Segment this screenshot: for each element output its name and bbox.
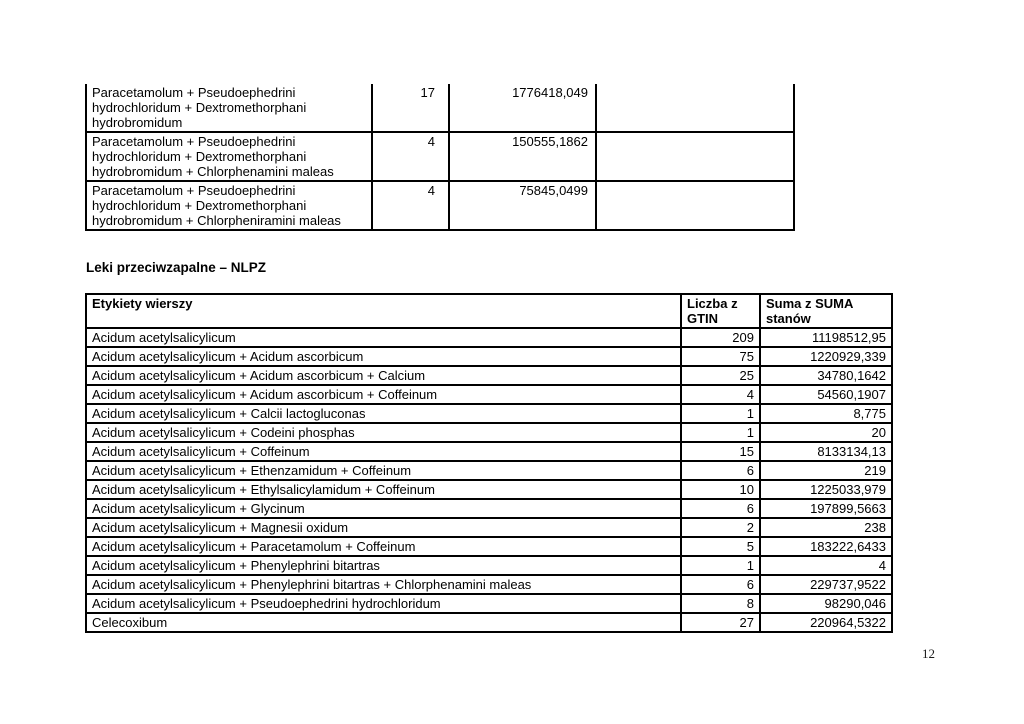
gtin-count-cell: 4 — [372, 181, 449, 230]
gtin-count-cell: 6 — [681, 575, 760, 594]
sum-cell: 11198512,95 — [760, 328, 892, 347]
gtin-count-cell: 6 — [681, 461, 760, 480]
sum-cell: 8,775 — [760, 404, 892, 423]
table-row — [86, 575, 892, 594]
sum-cell: 20 — [760, 423, 892, 442]
row-label-cell: Acidum acetylsalicylicum + Phenylephrini bitartras + Chlorphenamini maleas — [86, 575, 681, 594]
sum-cell: 183222,6433 — [760, 537, 892, 556]
sum-cell: 219 — [760, 461, 892, 480]
table-row — [86, 556, 892, 575]
table-row — [86, 594, 892, 613]
table-row — [86, 404, 892, 423]
gtin-count-cell: 75 — [681, 347, 760, 366]
empty-cell — [596, 181, 794, 230]
row-label-cell: Acidum acetylsalicylicum + Paracetamolum + Coffeinum — [86, 537, 681, 556]
row-label-cell: Paracetamolum + Pseudoephedrini hydrochloridum + Dextromethorphani hydrobromidum + Chlorpheniramini maleas — [86, 181, 372, 230]
sum-cell: 98290,046 — [760, 594, 892, 613]
sum-cell: 150555,1862 — [449, 132, 596, 181]
sum-cell: 1220929,339 — [760, 347, 892, 366]
row-label-cell: Acidum acetylsalicylicum + Calcii lactogluconas — [86, 404, 681, 423]
gtin-count-cell: 25 — [681, 366, 760, 385]
paracetamolum-continuation-table — [85, 84, 795, 231]
empty-cell — [596, 84, 794, 132]
row-label-cell: Paracetamolum + Pseudoephedrini hydrochloridum + Dextromethorphani hydrobromidum + Chlorphenamini maleas — [86, 132, 372, 181]
gtin-count-cell: 8 — [681, 594, 760, 613]
table-row — [86, 328, 892, 347]
sum-cell: 8133134,13 — [760, 442, 892, 461]
row-label-cell: Acidum acetylsalicylicum + Magnesii oxidum — [86, 518, 681, 537]
row-label-cell: Acidum acetylsalicylicum + Codeini phosphas — [86, 423, 681, 442]
gtin-count-cell: 1 — [681, 423, 760, 442]
table-row — [86, 499, 892, 518]
sum-cell: 54560,1907 — [760, 385, 892, 404]
row-label-cell: Acidum acetylsalicylicum + Ethylsalicylamidum + Coffeinum — [86, 480, 681, 499]
empty-cell — [596, 132, 794, 181]
row-label-cell: Acidum acetylsalicylicum + Glycinum — [86, 499, 681, 518]
sum-cell: 197899,5663 — [760, 499, 892, 518]
table-row — [86, 366, 892, 385]
gtin-count-cell: 17 — [372, 84, 449, 132]
row-label-cell: Celecoxibum — [86, 613, 681, 632]
column-header-row-labels: Etykiety wierszy — [86, 294, 681, 328]
gtin-count-cell: 5 — [681, 537, 760, 556]
gtin-count-cell: 27 — [681, 613, 760, 632]
table-row — [86, 423, 892, 442]
row-label-cell: Acidum acetylsalicylicum — [86, 328, 681, 347]
page-number: 12 — [922, 646, 935, 661]
row-label-cell: Acidum acetylsalicylicum + Pseudoephedrini hydrochloridum — [86, 594, 681, 613]
gtin-count-cell: 209 — [681, 328, 760, 347]
sum-cell: 1225033,979 — [760, 480, 892, 499]
row-label-cell: Acidum acetylsalicylicum + Acidum ascorbicum — [86, 347, 681, 366]
gtin-count-cell: 4 — [372, 132, 449, 181]
row-label-cell: Acidum acetylsalicylicum + Ethenzamidum + Coffeinum — [86, 461, 681, 480]
table-row — [86, 480, 892, 499]
gtin-count-cell: 15 — [681, 442, 760, 461]
sum-cell: 4 — [760, 556, 892, 575]
table-row — [86, 442, 892, 461]
table-row — [86, 347, 892, 366]
sum-cell: 75845,0499 — [449, 181, 596, 230]
row-label-cell: Acidum acetylsalicylicum + Acidum ascorbicum + Calcium — [86, 366, 681, 385]
sum-cell: 220964,5322 — [760, 613, 892, 632]
sum-cell: 34780,1642 — [760, 366, 892, 385]
table-row — [86, 84, 794, 132]
row-label-cell: Acidum acetylsalicylicum + Coffeinum — [86, 442, 681, 461]
table-row — [86, 613, 892, 632]
table-row — [86, 132, 794, 181]
gtin-count-cell: 2 — [681, 518, 760, 537]
column-header-sum-states: Suma z SUMA stanów — [760, 294, 892, 328]
gtin-count-cell: 10 — [681, 480, 760, 499]
sum-cell: 229737,9522 — [760, 575, 892, 594]
sum-cell: 238 — [760, 518, 892, 537]
sum-cell: 1776418,049 — [449, 84, 596, 132]
row-label-cell: Paracetamolum + Pseudoephedrini hydrochloridum + Dextromethorphani hydrobromidum — [86, 84, 372, 132]
gtin-count-cell: 4 — [681, 385, 760, 404]
row-label-cell: Acidum acetylsalicylicum + Acidum ascorbicum + Coffeinum — [86, 385, 681, 404]
section-heading: Leki przeciwzapalne – NLPZ — [86, 260, 267, 275]
row-label-cell: Acidum acetylsalicylicum + Phenylephrini bitartras — [86, 556, 681, 575]
gtin-count-cell: 1 — [681, 404, 760, 423]
table-row — [86, 537, 892, 556]
column-header-gtin-count: Liczba z GTIN — [681, 294, 760, 328]
table-row — [86, 518, 892, 537]
table-row — [86, 385, 892, 404]
table-row — [86, 181, 794, 230]
gtin-count-cell: 6 — [681, 499, 760, 518]
gtin-count-cell: 1 — [681, 556, 760, 575]
table-header-row — [86, 294, 892, 328]
table-row — [86, 461, 892, 480]
nlpz-pivot-table — [85, 293, 893, 633]
